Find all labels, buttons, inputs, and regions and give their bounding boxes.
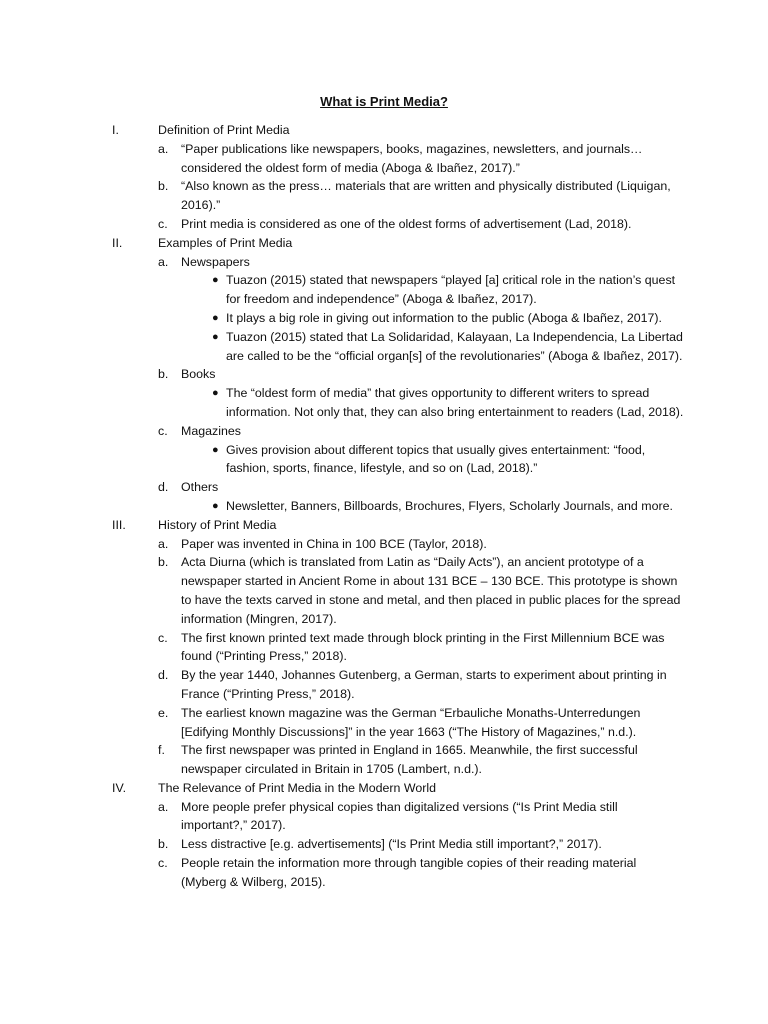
- bullet-text: Newsletter, Banners, Billboards, Brochures, Flyers, Scholarly Journals, and more.: [226, 498, 673, 513]
- item-text: Newspapers: [181, 254, 250, 269]
- item-letter: f.: [158, 743, 165, 758]
- section-numeral: I.: [112, 123, 119, 137]
- item-letter: e.: [158, 705, 169, 720]
- item-text: Books: [181, 367, 216, 382]
- item-text: The first known printed text made through block printing in the First Millennium BCE was found (“Printing Press,” 2018).: [181, 630, 665, 664]
- item-letter: b.: [158, 555, 169, 570]
- item-text: The first newspaper was printed in England in 1665. Meanwhile, the first successful newspaper circulated in Britain in 1705 (Lambert, n.d.).: [181, 743, 638, 777]
- outline-item: [0, 177, 768, 215]
- outline-item: [0, 215, 768, 234]
- section-numeral: III.: [112, 517, 126, 532]
- section-numeral: IV.: [112, 780, 127, 795]
- section-heading: History of Print Media: [158, 517, 277, 532]
- bullet-icon: ●: [212, 499, 219, 512]
- section-heading-row: [0, 121, 768, 140]
- item-letter: c.: [158, 423, 168, 438]
- section-heading: Definition of Print Media: [158, 123, 290, 137]
- item-text: Print media is considered as one of the oldest forms of advertisement (Lad, 2018).: [181, 216, 632, 231]
- bullet-text: Gives provision about different topics that usually gives entertainment: “food, fashion, sports, finance, lifestyle, and so on (Lad, 2018).”: [226, 442, 646, 476]
- outline-item: [0, 629, 768, 667]
- item-text: “Also known as the press… materials that are written and physically distributed (Liquigan, 2016).”: [181, 179, 671, 213]
- item-letter: b.: [158, 837, 169, 852]
- outline: [0, 121, 768, 892]
- item-letter: c.: [158, 216, 168, 231]
- outline-item: [0, 854, 768, 892]
- item-text: Less distractive [e.g. advertisements] (“Is Print Media still important?,” 2017).: [181, 837, 602, 852]
- section-heading-row: [0, 234, 768, 253]
- bullet-list: [0, 497, 768, 516]
- item-letter: d.: [158, 480, 169, 495]
- outline-item: [0, 553, 768, 628]
- bullet-item: [0, 384, 768, 422]
- bullet-item: [0, 309, 768, 328]
- bullet-icon: ●: [212, 330, 219, 343]
- page-title: What is Print Media?: [320, 94, 448, 109]
- item-text: Acta Diurna (which is translated from Latin as “Daily Acts”), an ancient prototype of a newspaper started in Ancient Rome in about 131 BCE – 130 BCE. This prototype is shown to have the texts carved in stone and metal, and then placed in public places for the spread information (Mingren, 2017).: [181, 555, 681, 626]
- outline-item: [0, 365, 768, 384]
- item-letter: a.: [158, 536, 169, 551]
- outline-section: [0, 234, 768, 516]
- outline-section: [0, 516, 768, 779]
- item-letter: c.: [158, 630, 168, 645]
- item-text: Others: [181, 480, 219, 495]
- section-heading: Examples of Print Media: [158, 235, 293, 250]
- section-heading: The Relevance of Print Media in the Modern World: [158, 780, 437, 795]
- outline-item: [0, 835, 768, 854]
- bullet-text: Tuazon (2015) stated that newspapers “played [a] critical role in the nation’s quest for freedom and independence” (Aboga & Ibañez, 2017).: [226, 273, 676, 307]
- bullet-icon: ●: [212, 311, 219, 324]
- item-text: People retain the information more through tangible copies of their reading material (Myberg & Wilberg, 2015).: [181, 856, 637, 889]
- section-heading-row: [0, 779, 768, 798]
- item-letter: c.: [158, 856, 168, 871]
- item-letter: a.: [158, 799, 169, 814]
- bullet-item: [0, 328, 768, 366]
- item-letter: d.: [158, 668, 169, 683]
- section-numeral: II.: [112, 235, 123, 250]
- bullet-item: [0, 271, 768, 309]
- outline-item: [0, 253, 768, 272]
- outline-item: [0, 478, 768, 497]
- bullet-item: [0, 441, 768, 479]
- item-text: Paper was invented in China in 100 BCE (Taylor, 2018).: [181, 536, 487, 551]
- item-letter: b.: [158, 367, 169, 382]
- outline-item: [0, 704, 768, 742]
- item-letter: a.: [158, 141, 169, 156]
- bullet-icon: ●: [212, 387, 219, 400]
- section-heading-row: [0, 516, 768, 535]
- outline-item: [0, 140, 768, 178]
- item-text: “Paper publications like newspapers, books, magazines, newsletters, and journals… considered the oldest form of media (Aboga & Ibañez, 2017).”: [181, 141, 643, 175]
- outline-section: [0, 121, 768, 234]
- outline-section: [0, 779, 768, 892]
- item-letter: a.: [158, 254, 169, 269]
- outline-item: [0, 741, 768, 779]
- bullet-list: [0, 384, 768, 422]
- outline-item: [0, 535, 768, 554]
- item-text: Magazines: [181, 423, 241, 438]
- bullet-item: [0, 497, 768, 516]
- item-letter: b.: [158, 179, 169, 194]
- bullet-list: [0, 271, 768, 365]
- bullet-icon: ●: [212, 274, 219, 287]
- item-text: By the year 1440, Johannes Gutenberg, a German, starts to experiment about printing in France (“Printing Press,” 2018).: [181, 668, 667, 701]
- bullet-icon: ●: [212, 443, 219, 456]
- bullet-text: The “oldest form of media” that gives opportunity to different writers to spread information. Not only that, they can also bring entertainment to readers (Lad, 2018).: [226, 386, 684, 419]
- outline-item: [0, 798, 768, 836]
- item-text: More people prefer physical copies than digitalized versions (“Is Print Media still important?,” 2017).: [181, 799, 618, 833]
- outline-item: [0, 422, 768, 441]
- bullet-text: Tuazon (2015) stated that La Solidaridad, Kalayaan, La Independencia, La Libertad are called to be the “official organ[s] of the revolutionaries” (Aboga & Ibañez, 2017).: [226, 329, 683, 363]
- bullet-list: [0, 441, 768, 479]
- outline-item: [0, 666, 768, 704]
- item-text: The earliest known magazine was the German “Erbauliche Monaths-Unterredungen [Edifying Monthly Discussions]” in the year 1663 (“The History of Magazines,” n.d.).: [181, 705, 641, 739]
- bullet-text: It plays a big role in giving out information to the public (Aboga & Ibañez, 2017).: [226, 310, 663, 325]
